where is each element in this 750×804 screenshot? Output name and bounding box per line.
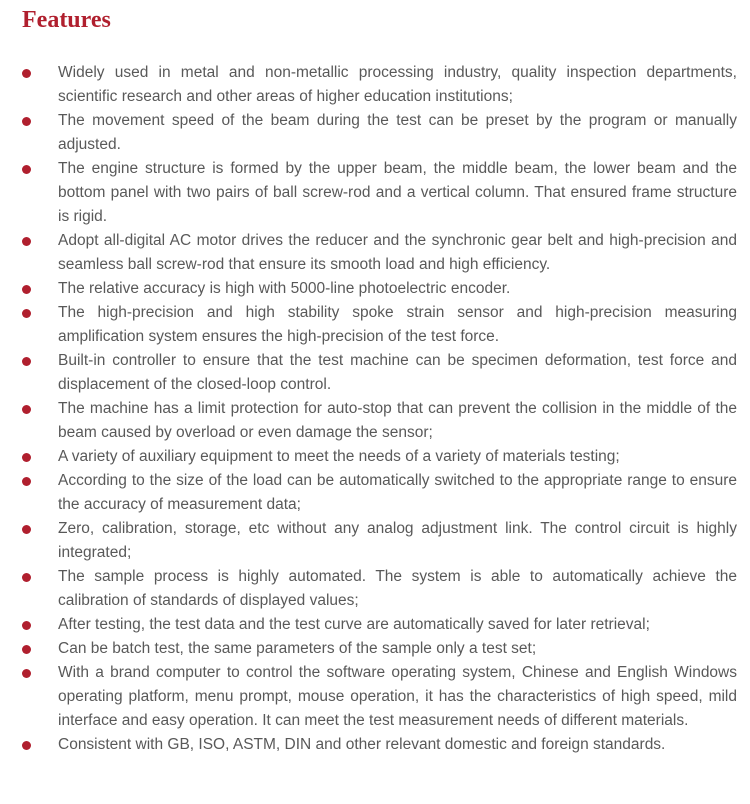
feature-text: Consistent with GB, ISO, ASTM, DIN and other relevant domestic and foreign standards. (58, 736, 666, 753)
feature-item (0, 349, 750, 397)
bullet-icon (22, 165, 31, 174)
feature-text: Adopt all-digital AC motor drives the reducer and the synchronic gear belt and high-precision and seamless ball screw-rod that ensure its smooth load and high efficiency. (58, 232, 737, 273)
page-title: Features (22, 7, 111, 33)
bullet-icon (22, 285, 31, 294)
feature-text: Can be batch test, the same parameters of the sample only a test set; (58, 640, 537, 657)
features-list (0, 61, 750, 757)
bullet-icon (22, 453, 31, 462)
feature-item (0, 229, 750, 277)
feature-text: The movement speed of the beam during the test can be preset by the program or manually adjusted. (58, 112, 737, 153)
feature-text: Zero, calibration, storage, etc without any analog adjustment link. The control circuit is highly integrated; (58, 520, 737, 561)
bullet-icon (22, 573, 31, 582)
feature-item (0, 469, 750, 517)
bullet-icon (22, 477, 31, 486)
bullet-icon (22, 669, 31, 678)
feature-text: A variety of auxiliary equipment to meet the needs of a variety of materials testing; (58, 448, 620, 465)
feature-item (0, 301, 750, 349)
feature-item (0, 157, 750, 229)
bullet-icon (22, 741, 31, 750)
feature-text: According to the size of the load can be automatically switched to the appropriate range to ensure the accuracy of measurement data; (58, 472, 737, 513)
bullet-icon (22, 309, 31, 318)
bullet-icon (22, 237, 31, 246)
feature-item (0, 637, 750, 661)
feature-text: Built-in controller to ensure that the test machine can be specimen deformation, test force and displacement of the closed-loop control. (58, 352, 737, 393)
bullet-icon (22, 645, 31, 654)
bullet-icon (22, 117, 31, 126)
feature-item (0, 613, 750, 637)
feature-item (0, 397, 750, 445)
bullet-icon (22, 69, 31, 78)
feature-item (0, 109, 750, 157)
feature-item (0, 61, 750, 109)
bullet-icon (22, 405, 31, 414)
bullet-icon (22, 525, 31, 534)
feature-item (0, 517, 750, 565)
feature-item (0, 565, 750, 613)
feature-item (0, 661, 750, 733)
feature-text: After testing, the test data and the test curve are automatically saved for later retrieval; (58, 616, 650, 633)
feature-text: The sample process is highly automated. The system is able to automatically achieve the calibration of standards of displayed values; (58, 568, 737, 609)
feature-text: The relative accuracy is high with 5000-line photoelectric encoder. (58, 280, 511, 297)
feature-text: The machine has a limit protection for auto-stop that can prevent the collision in the middle of the beam caused by overload or even damage the sensor; (58, 400, 737, 441)
feature-item (0, 445, 750, 469)
feature-text: The high-precision and high stability spoke strain sensor and high-precision measuring amplification system ensures the high-precision of the test force. (58, 304, 737, 345)
bullet-icon (22, 357, 31, 366)
bullet-icon (22, 621, 31, 630)
feature-text: Widely used in metal and non-metallic processing industry, quality inspection departments, scientific research and other areas of higher education institutions; (58, 64, 737, 105)
feature-text: The engine structure is formed by the upper beam, the middle beam, the lower beam and the bottom panel with two pairs of ball screw-rod and a vertical column. That ensured frame structure is rigid. (58, 160, 737, 225)
feature-item (0, 277, 750, 301)
feature-text: With a brand computer to control the software operating system, Chinese and English Windows operating platform, menu prompt, mouse operation, it has the characteristics of high speed, mild interface and easy operation. It can meet the test measurement needs of different materials. (58, 664, 737, 729)
feature-item (0, 733, 750, 757)
